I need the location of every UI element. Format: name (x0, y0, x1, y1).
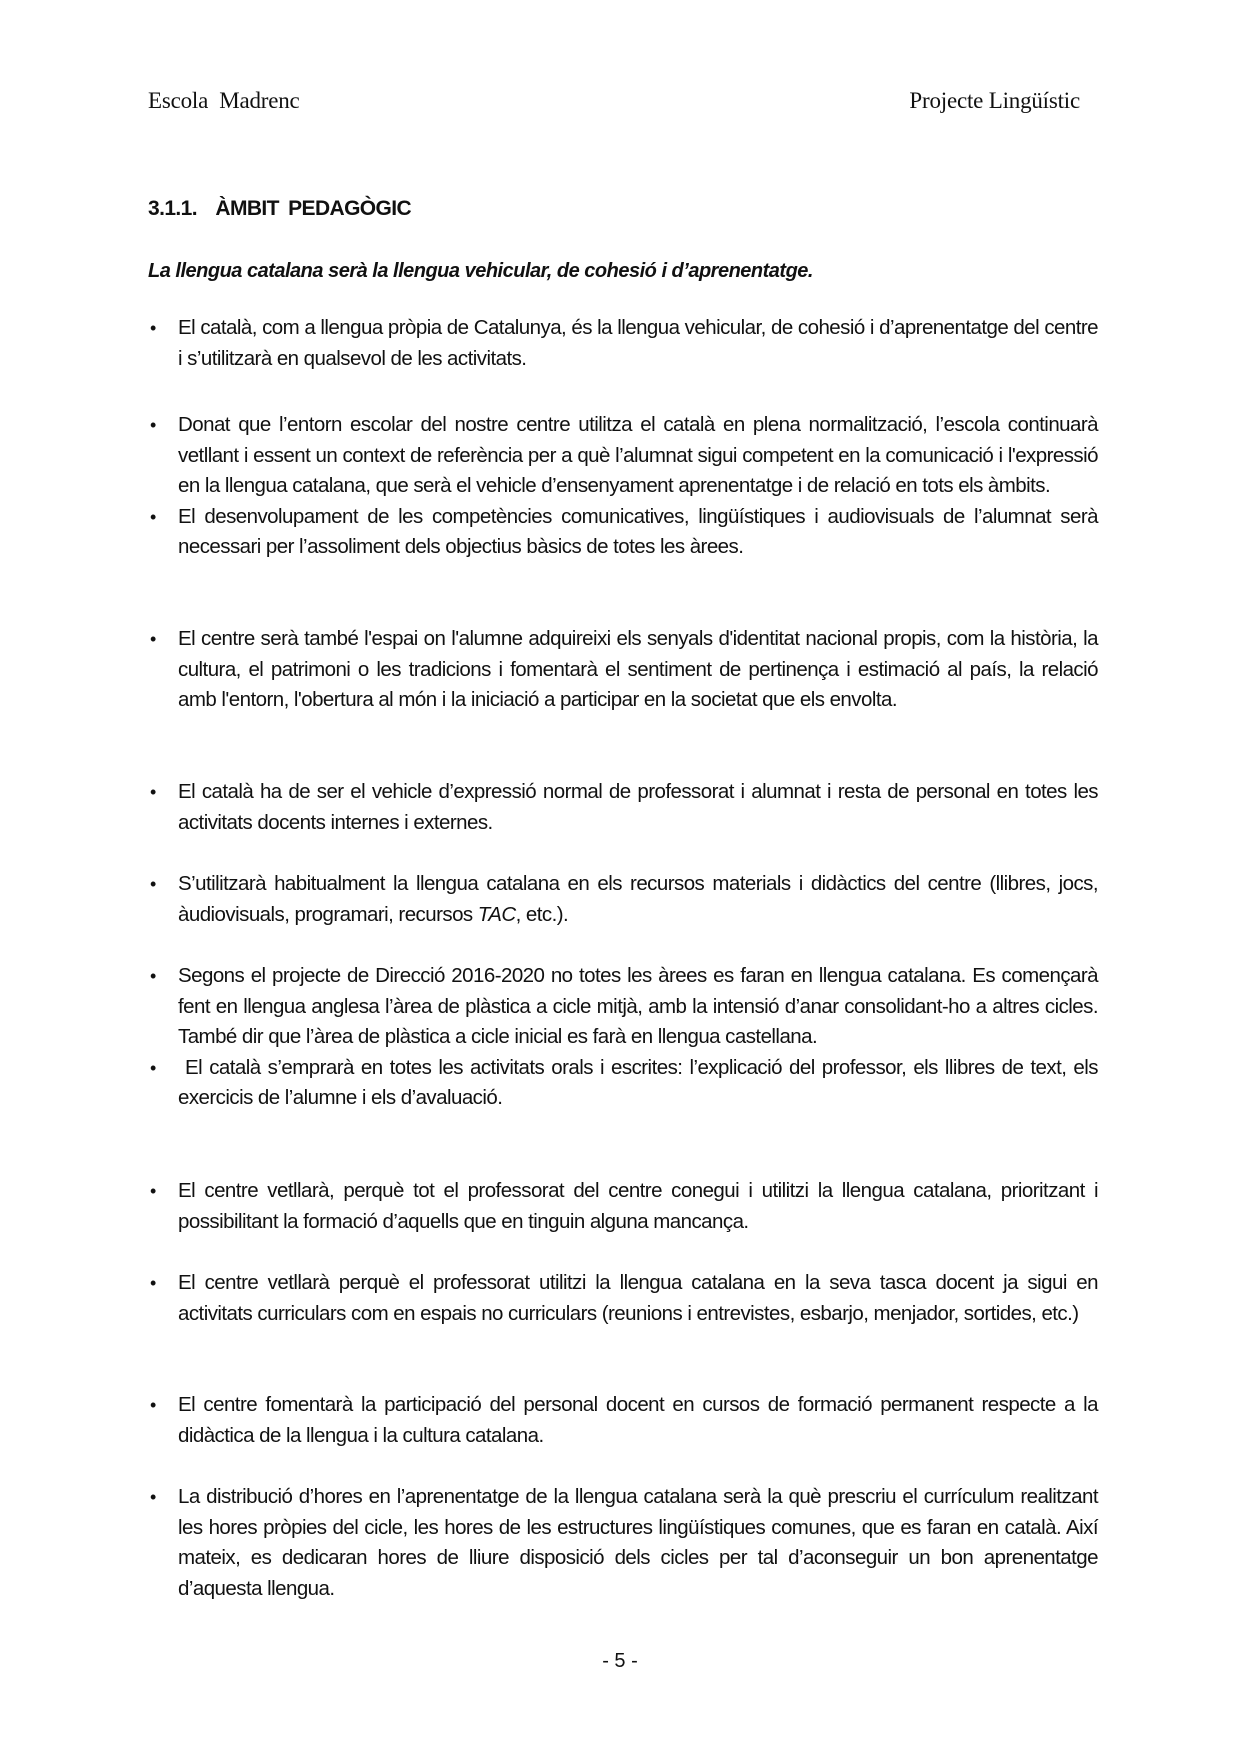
list-item-text: Donat que l’entorn escolar del nostre centre utilitza el català en plena normalització, l’escola continuarà vetllant i essent un context de referència per a què l’alumnat sigui competent en la comunicació i l'expressió en la llengua catalana, que serà el vehicle d’ensenyament aprenentatge i de relació en tots els àmbits. (178, 413, 1098, 497)
bullet-list-9 (148, 1390, 1098, 1451)
bullet-icon: • (150, 966, 156, 986)
bullet-list-1 (148, 313, 1098, 374)
list-item (148, 1053, 1104, 1114)
bullet-icon: • (150, 782, 156, 802)
list-item-text: Segons el projecte de Direcció 2016-2020 no totes les àrees es faran en llengua catalana. Es començarà fent en llengua anglesa l’àrea de plàstica a cicle mitjà, amb la intensió d’anar consolidant-ho a altres cicles. També dir que l’àrea de plàstica a cicle inicial es farà en llengua castellana. (178, 964, 1098, 1048)
bullet-list-7 (148, 1176, 1098, 1237)
bullet-icon: • (150, 1057, 156, 1078)
list-item (148, 313, 1098, 374)
list-item (148, 1176, 1098, 1237)
header-school-name: Escola Madrenc (148, 88, 300, 113)
bullet-icon: • (150, 1487, 156, 1507)
bullet-icon: • (150, 874, 156, 894)
list-item (148, 624, 1098, 716)
list-item (148, 502, 1098, 563)
list-item-text: El centre serà també l'espai on l'alumne adquireixi els senyals d'identitat nacional propis, com la història, la cultura, el patrimoni o les tradicions i fomentarà el sentiment de pertinença i estimació al país, la relació amb l'entorn, l'obertura al món i la iniciació a participar en la societat que els envolta. (178, 627, 1098, 711)
header-document-title: Projecte Lingüístic (909, 88, 1080, 113)
bullet-icon: • (150, 415, 156, 435)
bullet-icon: • (150, 1181, 156, 1201)
list-item-text: El català, com a llengua pròpia de Catalunya, és la llengua vehicular, de cohesió i d’aprenentatge del centre i s’utilitzarà en qualsevol de les activitats. (178, 316, 1098, 370)
list-item (148, 1482, 1098, 1604)
page-header (148, 88, 1080, 114)
bullet-icon: • (150, 1273, 156, 1293)
list-item-text: El desenvolupament de les competències comunicatives, lingüístiques i audiovisuals de l’alumnat serà necessari per l’assoliment dels objectius bàsics de totes les àrees. (178, 504, 1098, 558)
bullet-list-10 (148, 1482, 1098, 1604)
acronym-tac: TAC (477, 902, 516, 926)
bullet-list-6 (148, 961, 1104, 1114)
list-item-text: El centre vetllarà, perquè tot el professorat del centre conegui i utilitzi la llengua catalana, prioritzant i possibilitant la formació d’aquells que en tinguin alguna mancança. (178, 1179, 1098, 1233)
bullet-icon: • (150, 1395, 156, 1415)
list-item (148, 1268, 1098, 1329)
bullet-icon: • (150, 318, 156, 338)
bullet-list-8 (148, 1268, 1098, 1329)
bullet-list-2 (148, 410, 1098, 563)
list-item-text: La distribució d’hores en l’aprenentatge de la llengua catalana serà la què prescriu el currículum realitzant les hores pròpies del cicle, les hores de les estructures lingüístiques comunes, que es faran en català. Així mateix, es dedicaran hores de lliure disposició dels cicles per tal d’aconseguir un bon aprenentatge d’aquesta llengua. (178, 1485, 1098, 1600)
section-subtitle: La llengua catalana serà la llengua vehicular, de cohesió i d’aprenentatge. (148, 260, 813, 282)
bullet-icon: • (150, 629, 156, 649)
list-item-text: S’utilitzarà habitualment la llengua catalana en els recursos materials i didàctics del centre (llibres, jocs, àudiovisuals, programari, recursos TAC, etc.). (178, 872, 1098, 926)
bullet-icon: • (150, 506, 156, 527)
list-item-text: El centre vetllarà perquè el professorat utilitzi la llengua catalana en la seva tasca docent ja sigui en activitats curriculars com en espais no curriculars (reunions i entrevistes, esbarjo, menjador, sortides, etc.) (178, 1271, 1098, 1325)
list-item (148, 1390, 1098, 1451)
list-item (148, 777, 1098, 838)
section-heading: 3.1.1. ÀMBIT PEDAGÒGIC (148, 197, 412, 220)
page-number: - 5 - (602, 1650, 638, 1672)
list-item (148, 961, 1098, 1053)
list-item (148, 410, 1098, 502)
list-item-text: El centre fomentarà la participació del personal docent en cursos de formació permanent respecte a la didàctica de la llengua i la cultura catalana. (178, 1393, 1098, 1447)
list-item (148, 869, 1098, 930)
list-item-text: El català ha de ser el vehicle d’expressió normal de professorat i alumnat i resta de personal en totes les activitats docents internes i externes. (178, 780, 1098, 834)
bullet-list-3 (148, 624, 1098, 716)
bullet-list-4 (148, 777, 1098, 838)
list-item-text: El català s’emprarà en totes les activitats orals i escrites: l’explicació del professor, els llibres de text, els exercicis de l’alumne i els d’avaluació. (178, 1055, 1104, 1109)
bullet-list-5 (148, 869, 1098, 930)
